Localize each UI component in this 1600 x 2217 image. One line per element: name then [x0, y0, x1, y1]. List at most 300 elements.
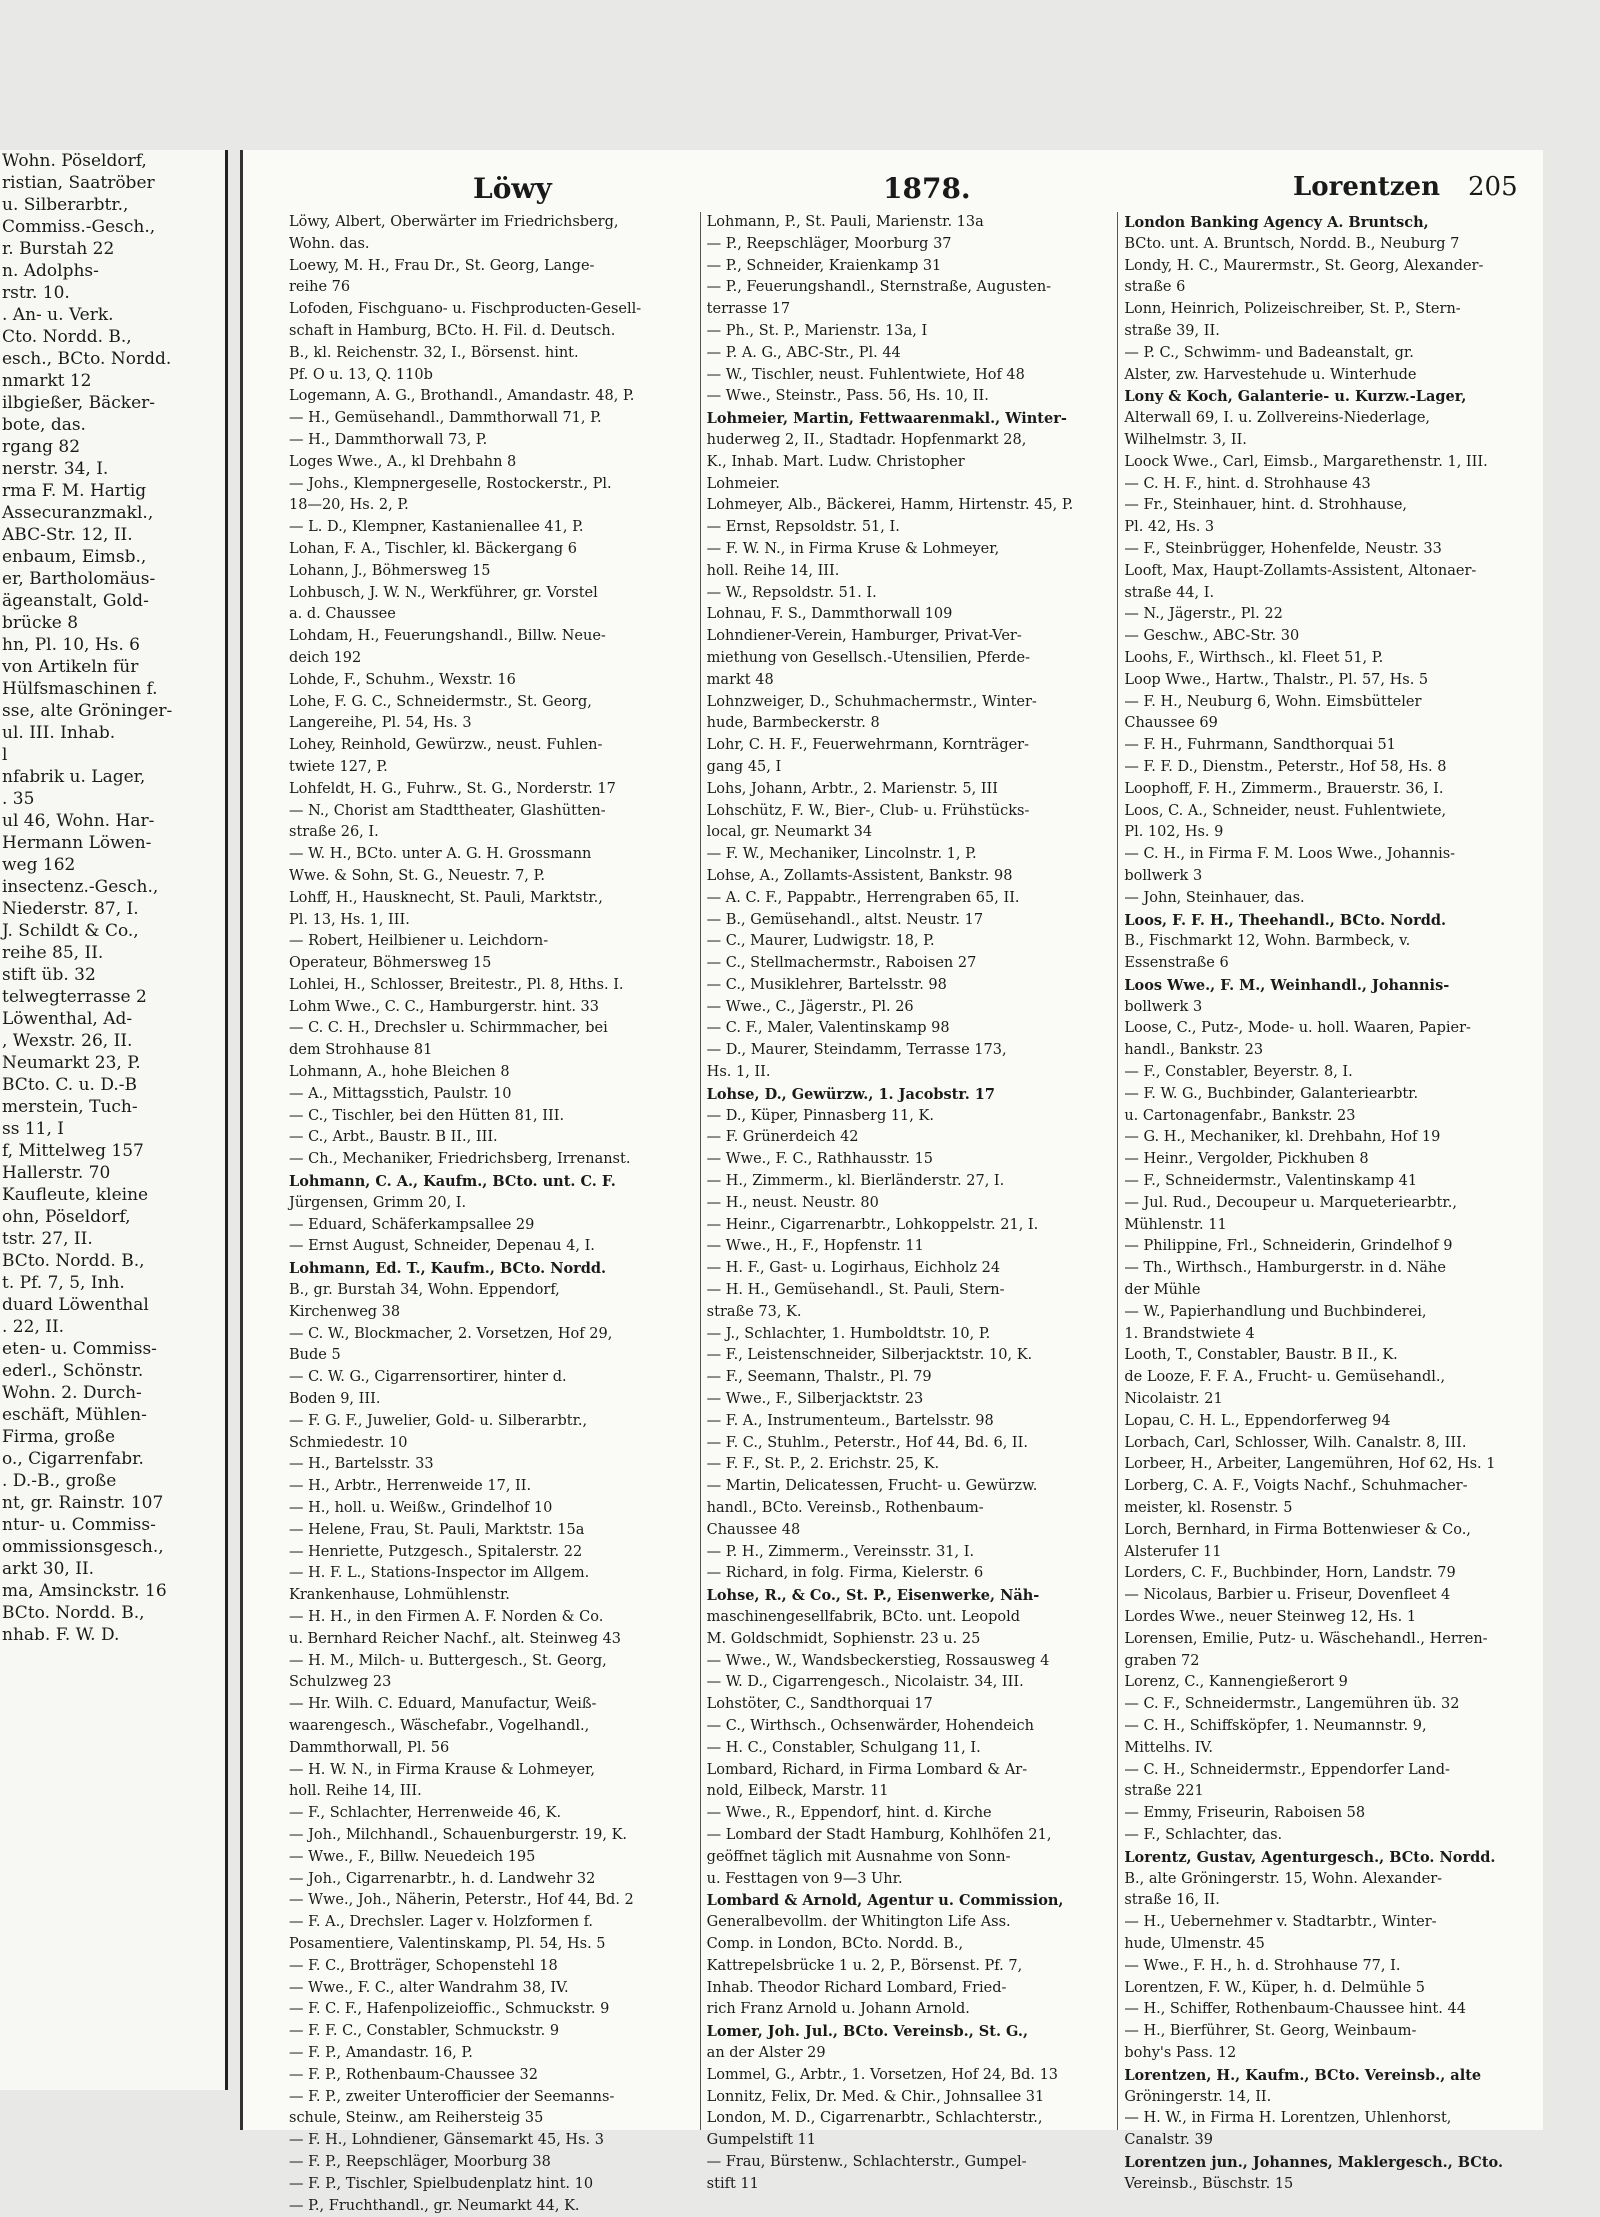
directory-entry-line: — W., Papierhandlung und Buchbinderei,: [1124, 1303, 1427, 1320]
previous-page-line: Firma, große: [2, 1427, 116, 1447]
directory-entry-line: Lohndiener-Verein, Hamburger, Privat-Ver-: [706, 628, 1022, 645]
directory-entry-line: — F. P., Tischler, Spielbudenplatz hint. 10: [289, 2175, 594, 2192]
directory-entry-line: Lorentzen, F. W., Küper, h. d. Delmühle 5: [1124, 1979, 1426, 1996]
directory-entry-line: Lohmeyer, Alb., Bäckerei, Hamm, Hirtenstr. 45, P.: [706, 497, 1074, 514]
directory-entry-line: — C., Tischler, bei den Hütten 81, III.: [289, 1107, 565, 1124]
directory-entry-line: hude, Ulmenstr. 45: [1124, 1935, 1265, 1952]
previous-page-line: duard Löwenthal: [2, 1295, 149, 1315]
previous-page-line: enbaum, Eimsb.,: [2, 547, 147, 567]
directory-entry-line: Chaussee 48: [706, 1521, 801, 1538]
directory-entry-line: Generalbevollm. der Whitington Life Ass.: [706, 1914, 1011, 1931]
directory-entry-line: Loewy, M. H., Frau Dr., St. Georg, Lange-: [289, 257, 595, 274]
directory-entry-line: Posamentiere, Valentinskamp, Pl. 54, Hs. 5: [289, 1935, 606, 1952]
directory-entry-line: — F. Grünerdeich 42: [706, 1129, 859, 1146]
directory-entry-line: — P., Schneider, Kraienkamp 31: [706, 257, 942, 274]
directory-entry-line: deich 192: [289, 649, 362, 666]
directory-entry-line: — L. D., Klempner, Kastanienallee 41, P.: [289, 519, 584, 536]
previous-page-line: n. Adolphs-: [2, 261, 99, 281]
directory-entry-line: holl. Reihe 14, III.: [706, 562, 840, 579]
previous-page-line: Cto. Nordd. B.,: [2, 327, 132, 347]
directory-entry-line: — D., Küper, Pinnasberg 11, K.: [706, 1107, 934, 1124]
directory-entry-line: — C. F., Schneidermstr., Langemühren üb. 32: [1124, 1696, 1460, 1713]
previous-page-line: nhab. F. W. D.: [2, 1625, 120, 1645]
directory-entry-line: Lomer, Joh. Jul., BCto. Vereinsb., St. G.,: [706, 2023, 1029, 2041]
directory-entry-line: Lorensen, Emilie, Putz- u. Wäschehandl., Herren-: [1124, 1630, 1488, 1647]
directory-entry-line: der Mühle: [1124, 1282, 1201, 1299]
directory-entry-line: Krankenhause, Lohmühlenstr.: [289, 1587, 510, 1604]
directory-entry-line: Lohfeldt, H. G., Fuhrw., St. G., Norderstr. 17: [289, 780, 616, 797]
previous-page-line: ss 11, I: [2, 1119, 65, 1139]
directory-entry-line: Lonn, Heinrich, Polizeischreiber, St. P., Stern-: [1124, 301, 1461, 318]
column-1: [283, 212, 688, 2214]
directory-entry-line: Pf. O u. 13, Q. 110b: [289, 366, 433, 383]
previous-page-line: bote, das.: [2, 415, 86, 435]
previous-page-line: f, Mittelweg 157: [2, 1141, 144, 1161]
directory-entry-line: M. Goldschmidt, Sophienstr. 23 u. 25: [706, 1630, 981, 1647]
directory-entry-line: Lohstöter, C., Sandthorquai 17: [706, 1696, 933, 1713]
directory-entry-line: — Wwe., F. C., Rathhausstr. 15: [706, 1151, 934, 1168]
directory-entry-line: — F. G. F., Juwelier, Gold- u. Silberarbtr.,: [289, 1412, 588, 1429]
directory-entry-line: — Ch., Mechaniker, Friedrichsberg, Irrenanst.: [289, 1151, 631, 1168]
directory-entry-line: Bude 5: [289, 1347, 341, 1364]
directory-entry-line: dem Strohhause 81: [289, 1042, 433, 1059]
directory-entry-line: — P. H., Zimmerm., Vereinsstr. 31, I.: [706, 1543, 975, 1560]
previous-page-line: Löwenthal, Ad-: [2, 1009, 133, 1029]
directory-entry-line: miethung von Gesellsch.-Utensilien, Pferde-: [706, 649, 1030, 666]
directory-entry-line: Lony & Koch, Galanterie- u. Kurzw.-Lager,: [1124, 388, 1467, 406]
directory-entry-line: u. Cartonagenfabr., Bankstr. 23: [1124, 1107, 1356, 1124]
directory-entry-line: Schulzweg 23: [289, 1674, 392, 1691]
directory-entry-line: Hs. 1, II.: [706, 1064, 771, 1081]
directory-entry-line: — F., Schlachter, das.: [1124, 1826, 1283, 1843]
previous-page-line: ommissionsgesch.,: [2, 1537, 164, 1557]
directory-entry-line: Loos, C. A., Schneider, neust. Fuhlentwiete,: [1124, 802, 1447, 819]
directory-entry-line: — C. W. G., Cigarrensortirer, hinter d.: [289, 1369, 567, 1386]
directory-entry-line: — C. H., Schneidermstr., Eppendorfer Land-: [1124, 1761, 1450, 1778]
directory-entry-line: straße 6: [1124, 279, 1186, 296]
previous-page-line: eschäft, Mühlen-: [2, 1405, 147, 1425]
previous-page-line: Wohn. 2. Durch-: [2, 1383, 142, 1403]
directory-entry-line: — Henriette, Putzgesch., Spitalerstr. 22: [289, 1543, 583, 1560]
directory-entry-line: Alterwall 69, I. u. Zollvereins-Niederlage,: [1124, 410, 1431, 427]
directory-entry-line: Kattrepelsbrücke 1 u. 2, P., Börsenst. Pf. 7,: [706, 1957, 1023, 1974]
directory-entry-line: reihe 76: [289, 279, 351, 296]
directory-entry-line: — H., Uebernehmer v. Stadtarbtr., Winter-: [1124, 1914, 1437, 1931]
directory-entry-line: handl., Bankstr. 23: [1124, 1042, 1264, 1059]
previous-page-line: Assecuranzmakl.,: [2, 503, 154, 523]
previous-page-line: u. Silberarbtr.,: [2, 195, 129, 215]
previous-page-line: . 22, II.: [2, 1317, 65, 1337]
directory-entry-line: — F. C., Brotträger, Schopenstehl 18: [289, 1957, 558, 1974]
directory-entry-line: — P., Feuerungshandl., Sternstraße, Augusten-: [706, 279, 1052, 296]
directory-entry-line: — H., Gemüsehandl., Dammthorwall 71, P.: [289, 410, 602, 427]
previous-page-line: rma F. M. Hartig: [2, 481, 147, 501]
directory-entry-line: Lordes Wwe., neuer Steinweg 12, Hs. 1: [1124, 1609, 1417, 1625]
previous-page-line: ul 46, Wohn. Har-: [2, 811, 155, 831]
previous-page-line: J. Schildt & Co.,: [2, 921, 139, 941]
directory-entry-line: Wohn. das.: [289, 235, 370, 252]
directory-entry-line: — H. W., in Firma H. Lorentzen, Uhlenhorst,: [1124, 2110, 1452, 2127]
directory-entry-line: — H. F. L., Stations-Inspector im Allgem.: [289, 1565, 590, 1582]
directory-entry-line: Lombard, Richard, in Firma Lombard & Ar-: [706, 1761, 1028, 1778]
directory-entry-line: Lohmann, C. A., Kaufm., BCto. unt. C. F.: [289, 1173, 616, 1191]
directory-entry-line: — W. D., Cigarrengesch., Nicolaistr. 34, III.: [706, 1674, 1024, 1691]
directory-entry-line: Alster, zw. Harvestehude u. Winterhude: [1124, 366, 1417, 383]
directory-entry-line: terrasse 17: [706, 301, 791, 318]
directory-entry-line: — A., Mittagsstich, Paulstr. 10: [289, 1085, 512, 1102]
directory-entry-line: — H., Schiffer, Rothenbaum-Chaussee hint. 44: [1124, 2001, 1466, 2018]
directory-entry-line: — W. H., BCto. unter A. G. H. Grossmann: [289, 846, 592, 863]
directory-entry-line: — C. H., in Firma F. M. Loos Wwe., Johannis-: [1124, 846, 1456, 863]
directory-entry-line: — H., Zimmerm., kl. Bierländerstr. 27, I.: [706, 1173, 1005, 1190]
directory-entry-line: — B., Gemüsehandl., altst. Neustr. 17: [706, 911, 984, 928]
directory-entry-line: — Johs., Klempnergeselle, Rostockerstr., Pl.: [289, 475, 612, 492]
directory-entry-line: — Joh., Milchhandl., Schauenburgerstr. 19, K.: [289, 1826, 628, 1843]
directory-entry-line: Loos, F. F. H., Theehandl., BCto. Nordd.: [1124, 911, 1447, 929]
directory-entry-line: — H., neust. Neustr. 80: [706, 1194, 879, 1211]
directory-entry-line: — Eduard, Schäferkampsallee 29: [289, 1216, 535, 1233]
directory-entry-line: Lohbusch, J. W. N., Werkführer, gr. Vorstel: [289, 584, 598, 601]
directory-entry-line: Loop Wwe., Hartw., Thalstr., Pl. 57, Hs. 5: [1124, 671, 1429, 688]
directory-entry-line: — F. P., Reepschläger, Moorburg 38: [289, 2153, 551, 2170]
previous-page-line: ägeanstalt, Gold-: [2, 591, 149, 611]
directory-entry-line: — C., Maurer, Ludwigstr. 18, P.: [706, 933, 935, 950]
previous-page-line: Hallerstr. 70: [2, 1163, 111, 1183]
directory-entry-line: straße 39, II.: [1124, 322, 1220, 339]
directory-entry-line: — H., holl. u. Weißw., Grindelhof 10: [289, 1500, 553, 1517]
directory-entry-line: Gumpelstift 11: [706, 2132, 817, 2149]
directory-entry-line: Lorberg, C. A. F., Voigts Nachf., Schuhmacher-: [1124, 1478, 1468, 1495]
previous-page-line: r. Burstah 22: [2, 239, 115, 259]
directory-entry-line: — Wwe., F. H., h. d. Strohhause 77, I.: [1124, 1957, 1401, 1974]
directory-entry-line: Lopau, C. H. L., Eppendorferweg 94: [1124, 1412, 1391, 1429]
page-number: 205: [1468, 172, 1518, 202]
directory-entry-line: — C. H. F., hint. d. Strohhause 43: [1124, 475, 1371, 492]
directory-entry-line: bollwerk 3: [1124, 867, 1203, 884]
previous-page-line: BCto. Nordd. B.,: [2, 1603, 145, 1623]
directory-entry-line: Loophoff, F. H., Zimmerm., Brauerstr. 36, I.: [1124, 780, 1444, 797]
directory-entry-line: — F. P., Rothenbaum-Chaussee 32: [289, 2066, 538, 2083]
previous-page-line: , Wexstr. 26, II.: [2, 1031, 133, 1051]
directory-entry-line: schaft in Hamburg, BCto. H. Fil. d. Deutsch.: [289, 322, 616, 339]
directory-entry-line: — P., Reepschläger, Moorburg 37: [706, 235, 952, 252]
directory-entry-line: Lorentz, Gustav, Agenturgesch., BCto. Nordd.: [1124, 1848, 1496, 1866]
directory-entry-line: Operateur, Böhmersweg 15: [289, 955, 492, 972]
directory-entry-line: — W., Tischler, neust. Fuhlentwiete, Hof 48: [706, 366, 1025, 383]
previous-page-line: Commiss.-Gesch.,: [2, 217, 156, 237]
directory-entry-line: Lohe, F. G. C., Schneidermstr., St. Georg,: [289, 693, 592, 710]
directory-entry-line: — Hr. Wilh. C. Eduard, Manufactur, Weiß-: [289, 1696, 597, 1713]
directory-entry-line: — Heinr., Vergolder, Pickhuben 8: [1124, 1151, 1369, 1168]
previous-page-line: . An- u. Verk.: [2, 305, 114, 325]
directory-entry-line: straße 44, I.: [1124, 584, 1215, 601]
directory-entry-line: Comp. in London, BCto. Nordd. B.,: [706, 1935, 964, 1952]
directory-entry-line: — Wwe., Steinstr., Pass. 56, Hs. 10, II.: [706, 388, 989, 405]
directory-entry-line: Lorders, C. F., Buchbinder, Horn, Landstr. 79: [1124, 1565, 1456, 1582]
directory-entry-line: Lohse, A., Zollamts-Assistent, Bankstr. 98: [706, 867, 1013, 884]
directory-entry-line: Wwe. & Sohn, St. G., Neuestr. 7, P.: [289, 867, 545, 884]
directory-entry-line: — Martin, Delicatessen, Frucht- u. Gewürzw.: [706, 1478, 1038, 1495]
directory-entry-line: K., Inhab. Mart. Ludw. Christopher: [706, 453, 965, 470]
directory-entry-line: Mittelhs. IV.: [1124, 1739, 1213, 1756]
directory-entry-line: London Banking Agency A. Bruntsch,: [1124, 214, 1429, 231]
directory-entry-line: Londy, H. C., Maurermstr., St. Georg, Alexander-: [1124, 257, 1484, 274]
previous-page-line: hn, Pl. 10, Hs. 6: [2, 635, 141, 655]
directory-entry-line: Pl. 42, Hs. 3: [1124, 519, 1215, 536]
previous-page-line: von Artikeln für: [2, 657, 139, 677]
directory-entry-line: — W., Repsoldstr. 51. I.: [706, 584, 877, 601]
directory-entry-line: — Philippine, Frl., Schneiderin, Grindelhof 9: [1124, 1238, 1453, 1255]
directory-entry-line: Lohff, H., Hausknecht, St. Pauli, Marktstr.,: [289, 889, 603, 906]
directory-entry-line: — F., Leistenschneider, Silberjacktstr. 10, K.: [706, 1347, 1033, 1364]
directory-entry-line: — F., Constabler, Beyerstr. 8, I.: [1124, 1064, 1353, 1081]
previous-page-line: ohn, Pöseldorf,: [2, 1207, 131, 1227]
directory-entry-line: straße 73, K.: [706, 1303, 802, 1320]
previous-page-line: rstr. 10.: [2, 283, 70, 303]
directory-entry-line: Loohs, F., Wirthsch., kl. Fleet 51, P.: [1124, 649, 1384, 666]
directory-entry-line: Lohan, F. A., Tischler, kl. Bäckergang 6: [289, 540, 577, 557]
directory-entry-line: — F. P., Amandastr. 16, P.: [289, 2044, 473, 2061]
directory-entry-line: Loos Wwe., F. M., Weinhandl., Johannis-: [1124, 976, 1450, 994]
previous-page-line: nmarkt 12: [2, 371, 92, 391]
directory-entry-line: Lohnzweiger, D., Schuhmachermstr., Winter-: [706, 693, 1037, 710]
previous-page-line: t. Pf. 7, 5, Inh.: [2, 1273, 125, 1293]
directory-entry-line: — H. M., Milch- u. Buttergesch., St. Georg,: [289, 1652, 607, 1669]
directory-entry-line: — H., Bierführer, St. Georg, Weinbaum-: [1124, 2023, 1417, 2040]
directory-entry-line: — H., Bartelsstr. 33: [289, 1456, 434, 1473]
directory-entry-line: Lorch, Bernhard, in Firma Bottenwieser & Co.,: [1124, 1521, 1471, 1538]
directory-entry-line: Lorentzen jun., Johannes, Maklergesch., BCto.: [1124, 2153, 1504, 2171]
directory-entry-line: — H. H., Gemüsehandl., St. Pauli, Stern-: [706, 1282, 1005, 1299]
directory-entry-line: Lohmeier.: [706, 475, 780, 492]
directory-entry-line: B., kl. Reichenstr. 32, I., Börsenst. hint.: [289, 344, 579, 361]
directory-entry-line: huderweg 2, II., Stadtadr. Hopfenmarkt 28,: [706, 431, 1027, 448]
directory-entry-line: Essenstraße 6: [1124, 955, 1229, 972]
directory-entry-line: Gröningerstr. 14, II.: [1124, 2088, 1272, 2105]
directory-entry-line: Chaussee 69: [1124, 715, 1218, 732]
directory-entry-line: Lohs, Johann, Arbtr., 2. Marienstr. 5, III: [706, 780, 999, 797]
directory-entry-line: — P. A. G., ABC-Str., Pl. 44: [706, 344, 901, 361]
directory-entry-line: Langereihe, Pl. 54, Hs. 3: [289, 715, 472, 732]
directory-entry-line: — Emmy, Friseurin, Raboisen 58: [1124, 1805, 1366, 1822]
directory-entry-line: — Wwe., F., Billw. Neuedeich 195: [289, 1848, 536, 1865]
directory-entry-line: — F. A., Drechsler. Lager v. Holzformen f.: [289, 1914, 594, 1931]
directory-entry-line: — F. H., Neuburg 6, Wohn. Eimsbütteler: [1124, 693, 1422, 710]
directory-entry-line: Looft, Max, Haupt-Zollamts-Assistent, Altonaer-: [1124, 562, 1477, 579]
previous-page-line: . D.-B., große: [2, 1471, 117, 1491]
previous-page-line: brücke 8: [2, 613, 79, 633]
directory-entry-line: — C., Stellmachermstr., Raboisen 27: [706, 955, 977, 972]
header-right-keyword: Lorentzen: [1293, 172, 1440, 202]
previous-page-line: ederl., Schönstr.: [2, 1361, 144, 1381]
directory-entry-line: Lohnau, F. S., Dammthorwall 109: [706, 606, 953, 623]
directory-entry-line: — F., Schlachter, Herrenweide 46, K.: [289, 1805, 562, 1822]
directory-entry-line: — Ernst August, Schneider, Depenau 4, I.: [289, 1238, 595, 1255]
previous-page-line: er, Bartholomäus-: [2, 569, 156, 589]
directory-entry-line: — H. W. N., in Firma Krause & Lohmeyer,: [289, 1761, 596, 1778]
directory-entry-line: — C. H., Schiffsköpfer, 1. Neumannstr. 9,: [1124, 1717, 1427, 1734]
directory-entry-line: Lorentzen, H., Kaufm., BCto. Vereinsb., alte: [1124, 2066, 1482, 2084]
directory-entry-line: BCto. unt. A. Bruntsch, Nordd. B., Neuburg 7: [1124, 235, 1460, 252]
directory-entry-line: Lohmeier, Martin, Fettwaarenmakl., Winter-: [706, 410, 1067, 428]
directory-entry-line: — C. C. H., Drechsler u. Schirmmacher, bei: [289, 1020, 608, 1037]
previous-page-line: Hermann Löwen-: [2, 833, 152, 853]
directory-entry-line: — J., Schlachter, 1. Humboldtstr. 10, P.: [706, 1325, 991, 1342]
directory-entry-line: Schmiedestr. 10: [289, 1434, 408, 1451]
directory-entry-line: — Frau, Bürstenw., Schlachterstr., Gumpel-: [706, 2153, 1027, 2170]
directory-entry-line: — Wwe., F. C., alter Wandrahm 38, IV.: [289, 1979, 569, 1996]
directory-entry-line: — Th., Wirthsch., Hamburgerstr. in d. Nähe: [1124, 1260, 1446, 1277]
directory-entry-line: — H. F., Gast- u. Logirhaus, Eichholz 24: [706, 1260, 1001, 1277]
directory-entry-line: Lohann, J., Böhmersweg 15: [289, 562, 491, 579]
directory-entry-line: u. Festtagen von 9—3 Uhr.: [706, 1870, 903, 1887]
previous-page-line: stift üb. 32: [2, 965, 96, 985]
directory-entry-line: maschinengesellfabrik, BCto. unt. Leopold: [706, 1609, 1021, 1625]
previous-page-line: ul. III. Inhab.: [2, 723, 116, 743]
directory-entry-line: — C. W., Blockmacher, 2. Vorsetzen, Hof 29,: [289, 1325, 613, 1342]
directory-entry-line: B., Fischmarkt 12, Wohn. Barmbeck, v.: [1124, 933, 1411, 950]
directory-entry-line: Lorbach, Carl, Schlosser, Wilh. Canalstr. 8, III.: [1124, 1434, 1467, 1451]
directory-entry-line: Vereinsb., Büschstr. 15: [1124, 2175, 1294, 2192]
directory-entry-line: Lohey, Reinhold, Gewürzw., neust. Fuhlen-: [289, 737, 603, 754]
directory-entry-line: straße 221: [1124, 1783, 1204, 1800]
directory-entry-line: — F., Steinbrügger, Hohenfelde, Neustr. 33: [1124, 540, 1442, 557]
directory-entry-line: — F. H., Lohndiener, Gänsemarkt 45, Hs. 3: [289, 2132, 604, 2149]
directory-entry-line: — Nicolaus, Barbier u. Friseur, Dovenfleet 4: [1124, 1587, 1451, 1604]
directory-entry-line: Boden 9, III.: [289, 1391, 381, 1408]
directory-entry-line: — F. C. F., Hafenpolizeioffic., Schmuckstr. 9: [289, 2001, 610, 2018]
directory-entry-line: — N., Chorist am Stadttheater, Glashütten-: [289, 802, 606, 819]
directory-entry-line: Loose, C., Putz-, Mode- u. holl. Waaren, Papier-: [1124, 1020, 1471, 1037]
previous-page-line: Kaufleute, kleine: [2, 1185, 149, 1205]
directory-entry-line: — Heinr., Cigarrenarbtr., Lohkoppelstr. 21, I.: [706, 1216, 1039, 1233]
previous-page-line: l: [2, 745, 8, 765]
directory-entry-line: — Wwe., H., F., Hopfenstr. 11: [706, 1238, 924, 1255]
directory-entry-line: Lorenz, C., Kannengießerort 9: [1124, 1674, 1348, 1691]
directory-entry-line: — H. H., in den Firmen A. F. Norden & Co.: [289, 1609, 604, 1625]
directory-entry-line: holl. Reihe 14, III.: [289, 1783, 422, 1800]
previous-page-line: ilbgießer, Bäcker-: [2, 393, 155, 413]
directory-entry-line: a. d. Chaussee: [289, 606, 396, 623]
directory-entry-line: London, M. D., Cigarrenarbtr., Schlachterstr.,: [706, 2110, 1043, 2127]
directory-entry-line: — Helene, Frau, St. Pauli, Marktstr. 15a: [289, 1521, 585, 1538]
directory-entry-line: — P., Fruchthandl., gr. Neumarkt 44, K.: [289, 2197, 580, 2214]
previous-page-fragment: [0, 150, 228, 2090]
directory-entry-line: Lohde, F., Schuhm., Wexstr. 16: [289, 671, 516, 688]
previous-page-line: BCto. Nordd. B.,: [2, 1251, 145, 1271]
directory-entry-line: Pl. 102, Hs. 9: [1124, 824, 1224, 841]
previous-page-line: . 35: [2, 789, 35, 809]
directory-entry-line: Lohse, R., & Co., St. P., Eisenwerke, Näh-: [706, 1587, 1040, 1605]
directory-entry-line: — F. W. G., Buchbinder, Galanteriearbtr.: [1124, 1085, 1419, 1102]
directory-entry-line: geöffnet täglich mit Ausnahme von Sonn-: [706, 1848, 1011, 1865]
directory-entry-line: bohy's Pass. 12: [1124, 2044, 1237, 2061]
entry-columns: [283, 212, 1523, 2214]
directory-entry-line: — F. P., zweiter Unterofficier der Seemanns-: [289, 2088, 615, 2105]
directory-entry-line: Canalstr. 39: [1124, 2132, 1213, 2149]
directory-entry-line: — F., Seemann, Thalstr., Pl. 79: [706, 1369, 932, 1386]
previous-page-line: weg 162: [2, 855, 76, 875]
directory-entry-line: Lonnitz, Felix, Dr. Med. & Chir., Johnsallee 31: [706, 2088, 1045, 2105]
previous-page-line: telwegterrasse 2: [2, 987, 147, 1007]
previous-page-line: Neumarkt 23, P.: [2, 1053, 141, 1073]
directory-entry-line: Lofoden, Fischguano- u. Fischproducten-Gesell-: [289, 301, 642, 318]
directory-entry-line: gang 45, I: [706, 758, 782, 775]
directory-entry-line: — Fr., Steinhauer, hint. d. Strohhause,: [1124, 497, 1408, 514]
directory-entry-line: — G. H., Mechaniker, kl. Drehbahn, Hof 19: [1124, 1129, 1441, 1146]
previous-page-line: merstein, Tuch-: [2, 1097, 138, 1117]
directory-entry-line: — C., Wirthsch., Ochsenwärder, Hohendeich: [706, 1717, 1035, 1734]
directory-entry-line: Inhab. Theodor Richard Lombard, Fried-: [706, 1979, 1007, 1996]
directory-entry-line: — Geschw., ABC-Str. 30: [1124, 628, 1300, 645]
directory-entry-line: — N., Jägerstr., Pl. 22: [1124, 606, 1283, 623]
directory-entry-line: Wilhelmstr. 3, II.: [1124, 431, 1247, 448]
header-left-keyword: Löwy: [473, 172, 552, 205]
directory-entry-line: markt 48: [706, 671, 774, 688]
directory-entry-line: Lommel, G., Arbtr., 1. Vorsetzen, Hof 24, Bd. 13: [706, 2066, 1059, 2083]
directory-entry-line: Lohlei, H., Schlosser, Breitestr., Pl. 8, Hths. I.: [289, 976, 624, 993]
directory-entry-line: Lohmann, P., St. Pauli, Marienstr. 13a: [706, 214, 984, 230]
previous-page-line: nt, gr. Rainstr. 107: [2, 1493, 164, 1513]
directory-entry-line: Lohschütz, F. W., Bier-, Club- u. Frühstücks-: [706, 802, 1030, 819]
directory-entry-line: — Wwe., C., Jägerstr., Pl. 26: [706, 998, 914, 1015]
previous-page-line: ma, Amsinckstr. 16: [2, 1581, 167, 1601]
directory-entry-line: stift 11: [706, 2175, 759, 2192]
directory-entry-line: Loges Wwe., A., kl Drehbahn 8: [289, 453, 517, 470]
directory-entry-line: Dammthorwall, Pl. 56: [289, 1739, 450, 1756]
directory-entry-line: — Wwe., F., Silberjacktstr. 23: [706, 1391, 924, 1408]
directory-entry-line: Lohdam, H., Feuerungshandl., Billw. Neue-: [289, 628, 606, 645]
directory-entry-line: u. Bernhard Reicher Nachf., alt. Steinweg 43: [289, 1630, 622, 1647]
previous-page-line: esch., BCto. Nordd.: [2, 349, 172, 369]
previous-page-line: insectenz.-Gesch.,: [2, 877, 159, 897]
directory-entry-line: — A. C. F., Pappabtr., Herrengraben 65, II.: [706, 889, 1020, 906]
directory-entry-line: — F. H., Fuhrmann, Sandthorquai 51: [1124, 737, 1396, 754]
directory-entry-line: Lohse, D., Gewürzw., 1. Jacobstr. 17: [706, 1085, 995, 1103]
directory-entry-line: — C. F., Maler, Valentinskamp 98: [706, 1020, 950, 1037]
directory-entry-line: Lorbeer, H., Arbeiter, Langemühren, Hof 62, Hs. 1: [1124, 1456, 1496, 1473]
directory-entry-line: Lombard & Arnold, Agentur u. Commission,: [706, 1892, 1064, 1910]
directory-entry-line: Lohr, C. H. F., Feuerwehrmann, Kornträger-: [706, 737, 1030, 754]
directory-entry-line: bollwerk 3: [1124, 998, 1203, 1015]
directory-entry-line: Pl. 13, Hs. 1, III.: [289, 911, 410, 928]
directory-entry-line: — Robert, Heilbiener u. Leichdorn-: [289, 933, 549, 950]
directory-entry-line: — F. W. N., in Firma Kruse & Lohmeyer,: [706, 540, 1000, 557]
previous-page-line: sse, alte Gröninger-: [2, 701, 173, 721]
directory-entry-line: — F. A., Instrumenteum., Bartelsstr. 98: [706, 1412, 994, 1429]
directory-entry-line: — F. F. C., Constabler, Schmuckstr. 9: [289, 2023, 560, 2040]
directory-entry-line: rich Franz Arnold u. Johann Arnold.: [706, 2001, 970, 2018]
directory-entry-line: Jürgensen, Grimm 20, I.: [289, 1194, 467, 1211]
directory-entry-line: graben 72: [1124, 1652, 1200, 1669]
previous-page-line: arkt 30, II.: [2, 1559, 95, 1579]
directory-entry-line: — F. C., Stuhlm., Peterstr., Hof 44, Bd. 6, II.: [706, 1434, 1029, 1451]
directory-entry-line: meister, kl. Rosenstr. 5: [1124, 1500, 1293, 1517]
directory-page: [240, 150, 1543, 2214]
directory-entry-line: local, gr. Neumarkt 34: [706, 824, 873, 841]
directory-entry-line: Lohm Wwe., C. C., Hamburgerstr. hint. 33: [289, 998, 600, 1015]
directory-entry-line: — John, Steinhauer, das.: [1124, 889, 1305, 906]
column-2: [700, 212, 1106, 2192]
directory-entry-line: B., gr. Burstah 34, Wohn. Eppendorf,: [289, 1282, 560, 1299]
directory-entry-line: Alsterufer 11: [1124, 1543, 1222, 1560]
directory-entry-line: — Wwe., R., Eppendorf, hint. d. Kirche: [706, 1805, 992, 1822]
previous-page-line: Wohn. Pöseldorf,: [2, 151, 147, 171]
directory-entry-line: — C., Arbt., Baustr. B II., III.: [289, 1129, 498, 1146]
directory-entry-line: — C., Musiklehrer, Bartelsstr. 98: [706, 976, 947, 993]
directory-entry-line: B., alte Gröningerstr. 15, Wohn. Alexander-: [1124, 1870, 1443, 1887]
directory-entry-line: — P. C., Schwimm- und Badeanstalt, gr.: [1124, 344, 1414, 361]
